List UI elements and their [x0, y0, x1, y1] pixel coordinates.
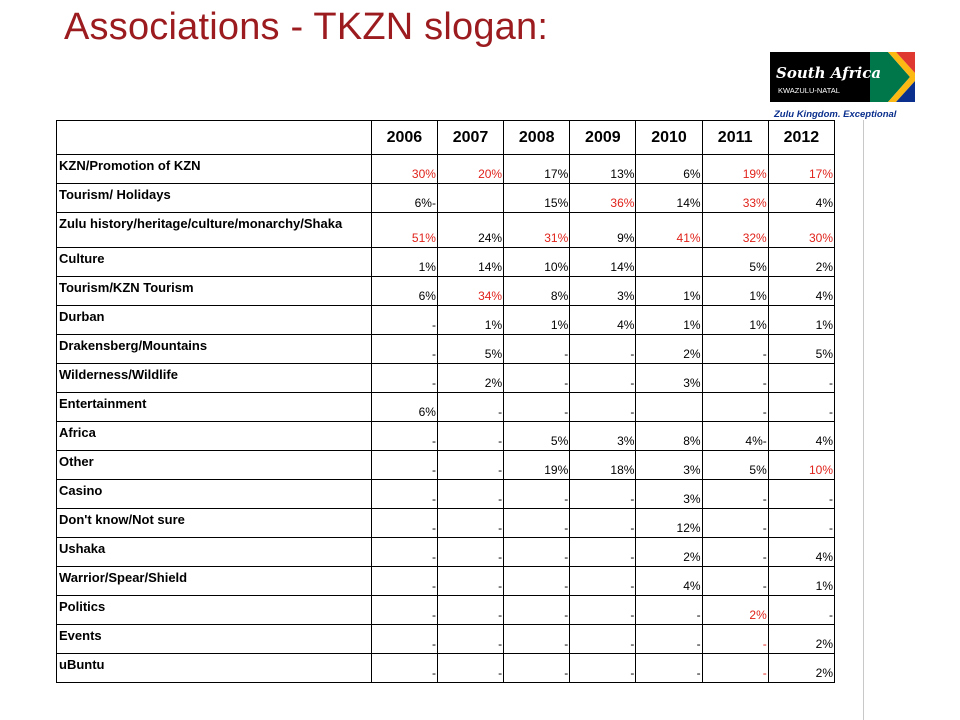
value-cell-2007: -	[437, 393, 503, 422]
value-cell-2006: 6%-	[371, 184, 437, 213]
table-row	[57, 277, 835, 306]
value-cell-2012: 10%	[768, 451, 834, 480]
value-cell-2012: 17%	[768, 155, 834, 184]
table-row	[57, 306, 835, 335]
value-cell-2009: 18%	[570, 451, 636, 480]
value-cell-2006: -	[371, 654, 437, 683]
value-cell-2006: 6%	[371, 277, 437, 306]
value-cell-2012: -	[768, 364, 834, 393]
value-cell-2011: -	[702, 567, 768, 596]
value-cell-2006: -	[371, 625, 437, 654]
value-cell-2010: -	[636, 654, 702, 683]
row-label: Culture	[57, 248, 372, 277]
table-row	[57, 335, 835, 364]
table-row	[57, 654, 835, 683]
south-africa-logo	[770, 46, 915, 122]
value-cell-2010: 3%	[636, 480, 702, 509]
value-cell-2009: -	[570, 567, 636, 596]
value-cell-2010	[636, 393, 702, 422]
value-cell-2010: 41%	[636, 213, 702, 248]
table-row	[57, 248, 835, 277]
value-cell-2007: 5%	[437, 335, 503, 364]
value-cell-2008: 31%	[504, 213, 570, 248]
logo-region-text: KWAZULU-NATAL	[778, 86, 840, 95]
table-header-row	[57, 121, 835, 155]
value-cell-2012: 1%	[768, 567, 834, 596]
divider-line	[863, 120, 864, 720]
value-cell-2009: -	[570, 654, 636, 683]
value-cell-2010: -	[636, 596, 702, 625]
value-cell-2009: 3%	[570, 277, 636, 306]
value-cell-2008: -	[504, 335, 570, 364]
value-cell-2007: -	[437, 509, 503, 538]
table-row	[57, 393, 835, 422]
value-cell-2006: -	[371, 567, 437, 596]
value-cell-2007: 24%	[437, 213, 503, 248]
value-cell-2012: -	[768, 509, 834, 538]
value-cell-2011: -	[702, 335, 768, 364]
value-cell-2007: -	[437, 625, 503, 654]
value-cell-2011: -	[702, 509, 768, 538]
value-cell-2007: -	[437, 480, 503, 509]
value-cell-2010: 3%	[636, 364, 702, 393]
value-cell-2010: 1%	[636, 277, 702, 306]
value-cell-2006: -	[371, 509, 437, 538]
value-cell-2006: -	[371, 364, 437, 393]
value-cell-2009: 14%	[570, 248, 636, 277]
table-row	[57, 480, 835, 509]
year-header-2006: 2006	[371, 121, 437, 155]
value-cell-2012: 2%	[768, 654, 834, 683]
year-header-2012: 2012	[768, 121, 834, 155]
value-cell-2012: 2%	[768, 625, 834, 654]
value-cell-2006: -	[371, 422, 437, 451]
row-label: KZN/Promotion of KZN	[57, 155, 372, 184]
table-row	[57, 451, 835, 480]
value-cell-2011: -	[702, 393, 768, 422]
row-label: Politics	[57, 596, 372, 625]
value-cell-2007: -	[437, 596, 503, 625]
row-label: Entertainment	[57, 393, 372, 422]
year-header-2008: 2008	[504, 121, 570, 155]
value-cell-2009: -	[570, 596, 636, 625]
table-row	[57, 596, 835, 625]
value-cell-2010: 6%	[636, 155, 702, 184]
value-cell-2010: 4%	[636, 567, 702, 596]
value-cell-2012: 30%	[768, 213, 834, 248]
value-cell-2011: -	[702, 625, 768, 654]
value-cell-2010: 8%	[636, 422, 702, 451]
value-cell-2012: 4%	[768, 277, 834, 306]
value-cell-2008: -	[504, 393, 570, 422]
table-row	[57, 538, 835, 567]
value-cell-2008: -	[504, 509, 570, 538]
value-cell-2011: 19%	[702, 155, 768, 184]
value-cell-2006: -	[371, 306, 437, 335]
row-label: Casino	[57, 480, 372, 509]
value-cell-2011: 5%	[702, 451, 768, 480]
value-cell-2009: -	[570, 625, 636, 654]
table-row	[57, 422, 835, 451]
value-cell-2008: 8%	[504, 277, 570, 306]
value-cell-2010: -	[636, 625, 702, 654]
row-label: Zulu history/heritage/culture/monarchy/Shaka	[57, 213, 372, 248]
value-cell-2010: 14%	[636, 184, 702, 213]
value-cell-2009: 4%	[570, 306, 636, 335]
row-label: Warrior/Spear/Shield	[57, 567, 372, 596]
row-label: uBuntu	[57, 654, 372, 683]
value-cell-2011: 4%-	[702, 422, 768, 451]
row-label: Africa	[57, 422, 372, 451]
value-cell-2011: -	[702, 480, 768, 509]
value-cell-2006: 51%	[371, 213, 437, 248]
value-cell-2009: -	[570, 335, 636, 364]
row-label: Ushaka	[57, 538, 372, 567]
header-blank-cell	[57, 121, 372, 155]
value-cell-2011: -	[702, 654, 768, 683]
value-cell-2009: -	[570, 538, 636, 567]
value-cell-2009: -	[570, 480, 636, 509]
value-cell-2012: -	[768, 480, 834, 509]
value-cell-2007: 14%	[437, 248, 503, 277]
value-cell-2009: -	[570, 393, 636, 422]
table-row	[57, 567, 835, 596]
value-cell-2009: -	[570, 509, 636, 538]
value-cell-2011: -	[702, 538, 768, 567]
value-cell-2006: -	[371, 538, 437, 567]
row-label: Durban	[57, 306, 372, 335]
table-row	[57, 625, 835, 654]
value-cell-2011: 33%	[702, 184, 768, 213]
value-cell-2006: -	[371, 335, 437, 364]
value-cell-2011: -	[702, 364, 768, 393]
row-label: Tourism/KZN Tourism	[57, 277, 372, 306]
value-cell-2010: 2%	[636, 538, 702, 567]
value-cell-2006: 6%	[371, 393, 437, 422]
value-cell-2008: 17%	[504, 155, 570, 184]
value-cell-2008: -	[504, 538, 570, 567]
value-cell-2012: -	[768, 596, 834, 625]
row-label: Don't know/Not sure	[57, 509, 372, 538]
value-cell-2011: 32%	[702, 213, 768, 248]
value-cell-2008: -	[504, 625, 570, 654]
value-cell-2008: 10%	[504, 248, 570, 277]
year-header-2009: 2009	[570, 121, 636, 155]
row-label: Wilderness/Wildlife	[57, 364, 372, 393]
value-cell-2011: 2%	[702, 596, 768, 625]
value-cell-2012: 2%	[768, 248, 834, 277]
value-cell-2006: -	[371, 596, 437, 625]
value-cell-2006: -	[371, 480, 437, 509]
value-cell-2008: -	[504, 654, 570, 683]
row-label: Events	[57, 625, 372, 654]
slide-title: Associations - TKZN slogan:	[64, 6, 549, 48]
value-cell-2009: 13%	[570, 155, 636, 184]
value-cell-2008: -	[504, 567, 570, 596]
value-cell-2007: 20%	[437, 155, 503, 184]
value-cell-2006: -	[371, 451, 437, 480]
value-cell-2009: 3%	[570, 422, 636, 451]
value-cell-2008: 15%	[504, 184, 570, 213]
value-cell-2007	[437, 184, 503, 213]
year-header-2011: 2011	[702, 121, 768, 155]
value-cell-2010: 2%	[636, 335, 702, 364]
value-cell-2012: 4%	[768, 422, 834, 451]
value-cell-2012: 5%	[768, 335, 834, 364]
table-row	[57, 155, 835, 184]
value-cell-2012: 4%	[768, 538, 834, 567]
value-cell-2008: 1%	[504, 306, 570, 335]
year-header-2010: 2010	[636, 121, 702, 155]
table-row	[57, 213, 835, 248]
value-cell-2007: -	[437, 567, 503, 596]
value-cell-2008: -	[504, 480, 570, 509]
value-cell-2007: 34%	[437, 277, 503, 306]
value-cell-2010: 12%	[636, 509, 702, 538]
value-cell-2007: -	[437, 538, 503, 567]
value-cell-2011: 5%	[702, 248, 768, 277]
value-cell-2012: 1%	[768, 306, 834, 335]
value-cell-2011: 1%	[702, 306, 768, 335]
value-cell-2009: 9%	[570, 213, 636, 248]
value-cell-2008: -	[504, 596, 570, 625]
value-cell-2010	[636, 248, 702, 277]
value-cell-2008: 19%	[504, 451, 570, 480]
table-row	[57, 184, 835, 213]
value-cell-2012: 4%	[768, 184, 834, 213]
table-row	[57, 509, 835, 538]
value-cell-2008: -	[504, 364, 570, 393]
value-cell-2007: 1%	[437, 306, 503, 335]
value-cell-2009: -	[570, 364, 636, 393]
value-cell-2006: 1%	[371, 248, 437, 277]
value-cell-2007: -	[437, 422, 503, 451]
value-cell-2009: 36%	[570, 184, 636, 213]
value-cell-2008: 5%	[504, 422, 570, 451]
row-label: Tourism/ Holidays	[57, 184, 372, 213]
value-cell-2010: 1%	[636, 306, 702, 335]
row-label: Other	[57, 451, 372, 480]
value-cell-2007: -	[437, 654, 503, 683]
associations-table	[56, 120, 835, 683]
value-cell-2007: 2%	[437, 364, 503, 393]
table-row	[57, 364, 835, 393]
value-cell-2011: 1%	[702, 277, 768, 306]
value-cell-2006: 30%	[371, 155, 437, 184]
year-header-2007: 2007	[437, 121, 503, 155]
logo-brand-text: South Africa	[776, 64, 882, 82]
value-cell-2007: -	[437, 451, 503, 480]
row-label: Drakensberg/Mountains	[57, 335, 372, 364]
value-cell-2012: -	[768, 393, 834, 422]
logo-tagline-text: Zulu Kingdom. Exceptional	[774, 109, 897, 120]
value-cell-2010: 3%	[636, 451, 702, 480]
